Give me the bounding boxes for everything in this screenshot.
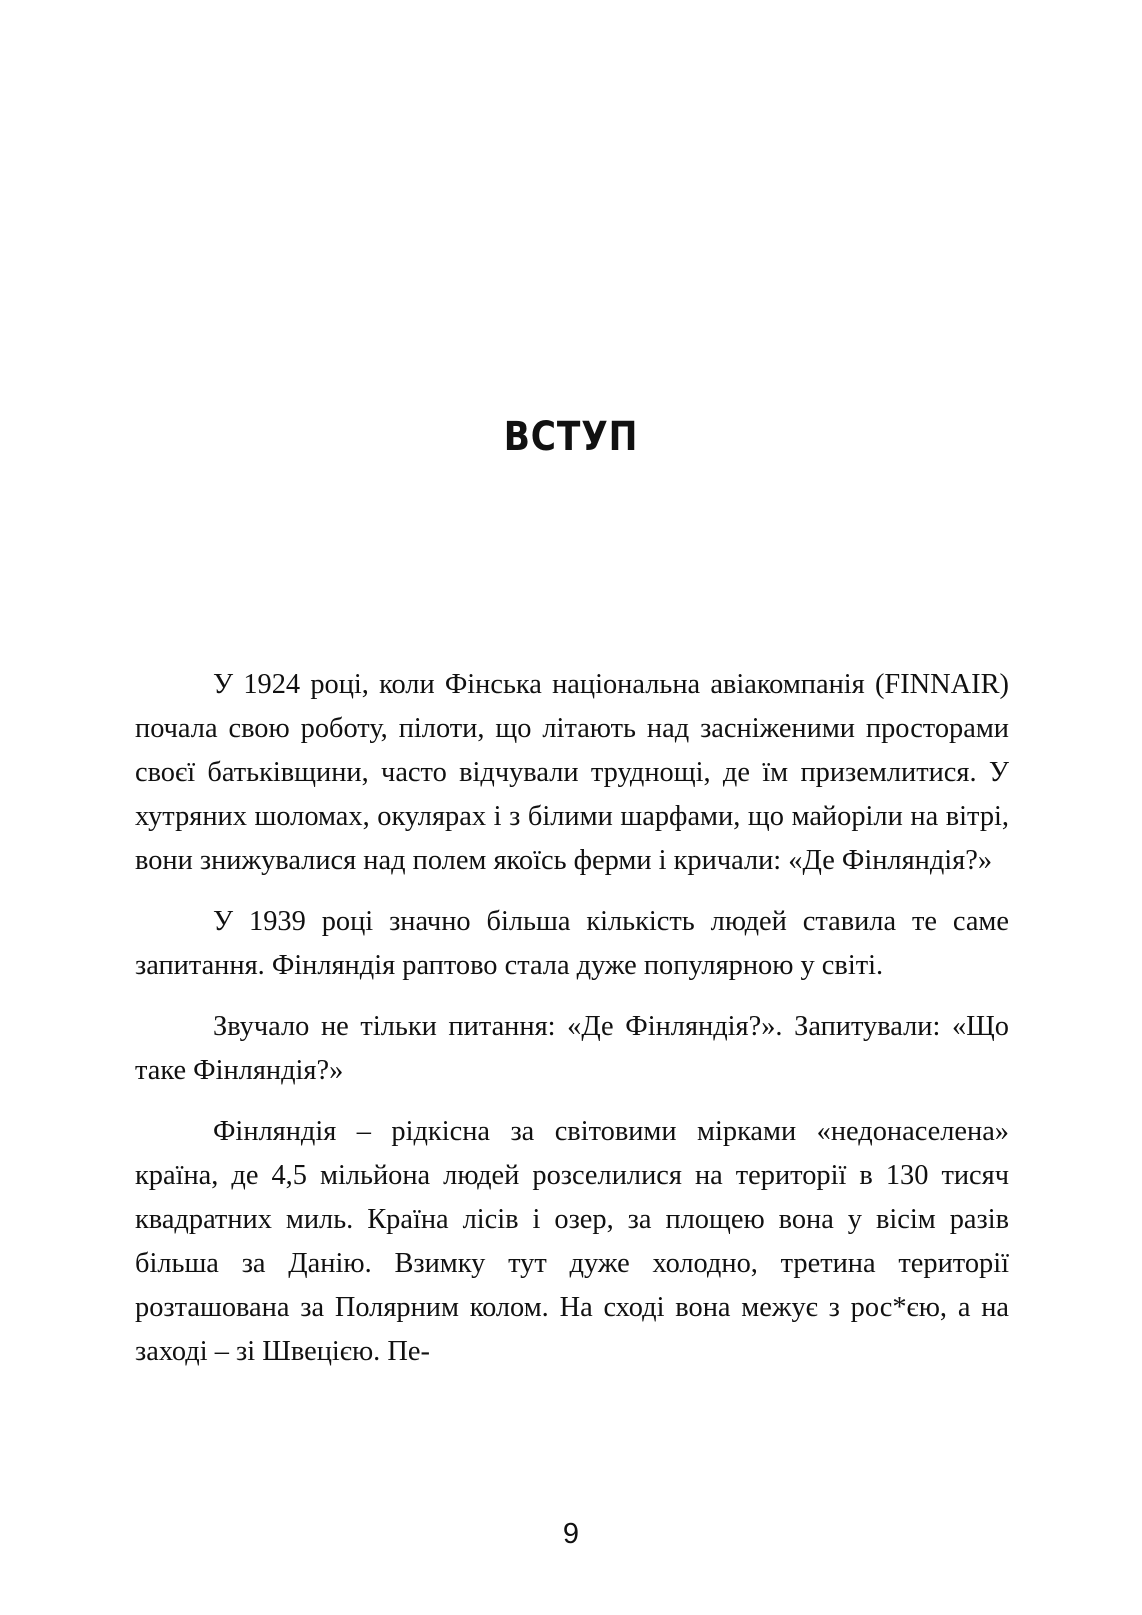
chapter-title: ВСТУП: [503, 414, 639, 460]
paragraph-3: Звучало не тільки питання: «Де Фінляндія?». Запитували: «Що таке Фінляндія?»: [135, 1011, 1009, 1086]
body-text: [135, 663, 1009, 1391]
paragraph-1: У 1924 році, коли Фінська національна авіакомпанія (FINNAIR) почала свою роботу, пілоти, що літають над засніженими просторами своєї батьківщини, часто відчували труднощі, де їм приземлитися. У хутряних шоломах, окулярах і з білими шарфами, що майоріли на вітрі, вони знижувалися над полем якоїсь ферми і кричали: «Де Фінляндія?»: [135, 669, 1009, 876]
paragraph-2: У 1939 році значно більша кількість людей ставила те саме запитання. Фінляндія раптово стала дуже популярною у світі.: [135, 906, 1009, 981]
page-number: 9: [562, 1518, 580, 1550]
paragraph-4: Фінляндія – рідкісна за світовими мірками «недонаселена» країна, де 4,5 мільйона людей розселилися на території в 130 тисяч квадратних миль. Країна лісів і озер, за площею вона у вісім разів більша за Данію. Взимку тут дуже холодно, третина території розташована за Полярним колом. На сході вона межує з рос*єю, а на заході – зі Швецією. Пе-: [135, 1116, 1009, 1367]
